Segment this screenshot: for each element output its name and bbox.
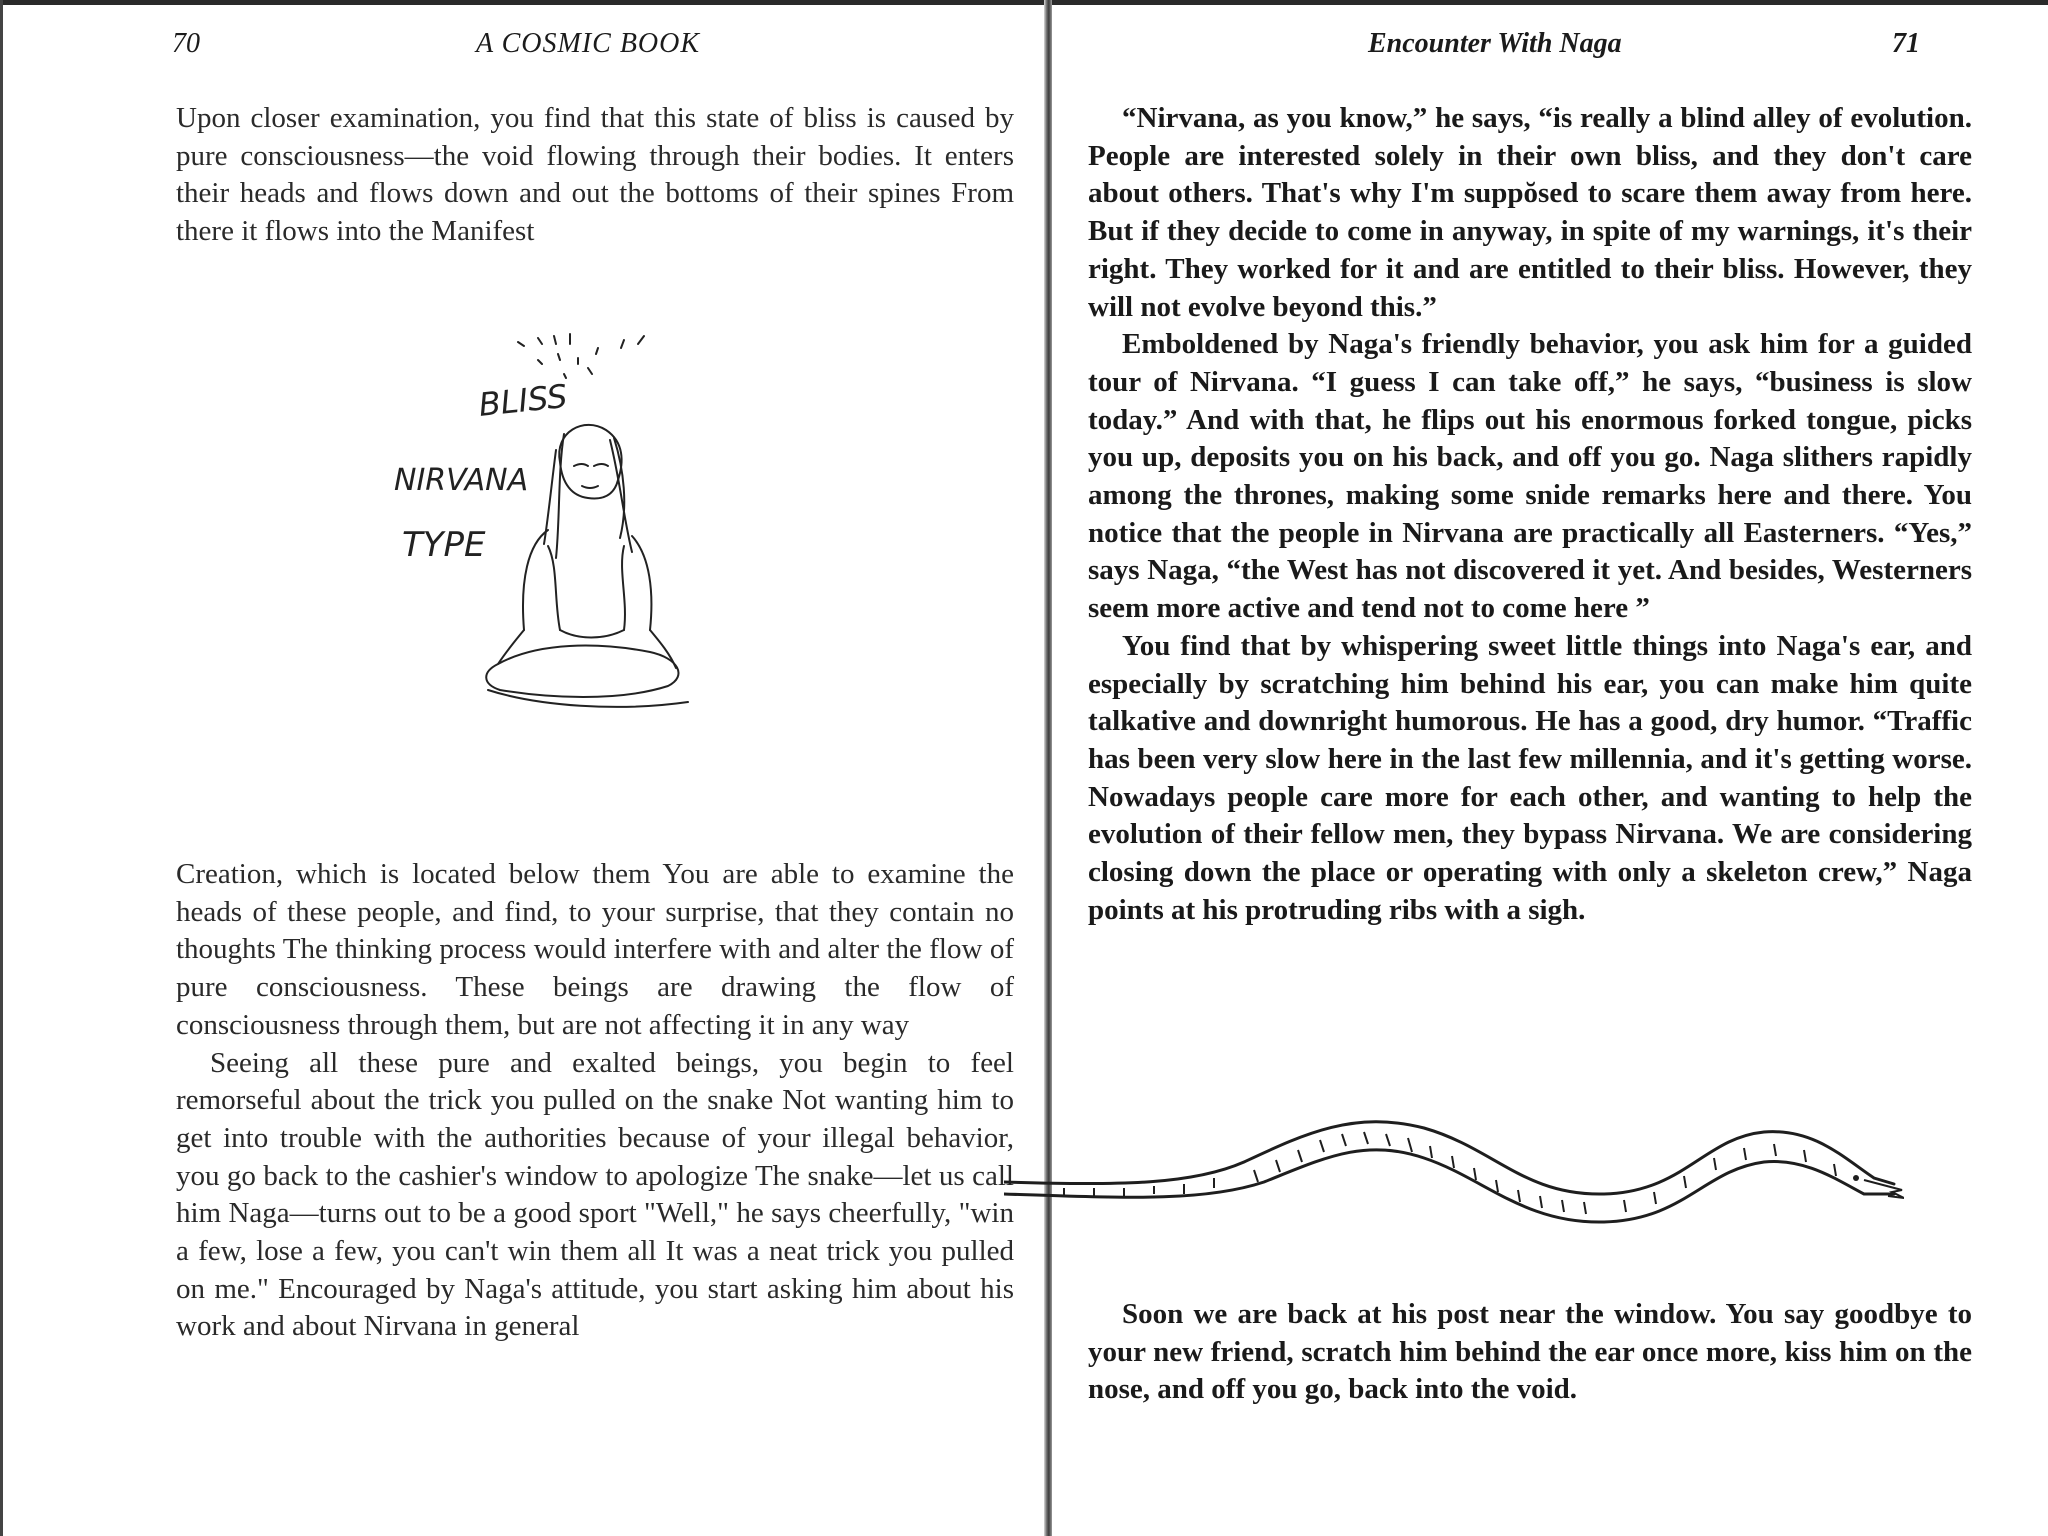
book-gutter: [1044, 0, 1052, 1536]
right-page: [1052, 0, 2048, 1536]
bliss-label: BLISS: [476, 376, 570, 424]
right-text-block-bottom: [1088, 1296, 1972, 1409]
left-running-head: A COSMIC BOOK: [476, 28, 701, 59]
right-paragraph-2: Emboldened by Naga's friendly behavior, you ask him for a guided tour of Nirvana. “I guess I can take off,” he says, “business is slow today.” And with that, he flips out his enormous forked tongue, picks you up, deposits you on his back, and off you go. Naga slithers rapidly among the thrones, making some snide remarks here and there. You notice that the people in Nirvana are practically all Easterners. “Yes,” says Naga, “the West has not discovered it yet. And besides, Westerners seem more active and tend not to come here ”: [1088, 328, 1972, 625]
left-paragraph-2: Seeing all these pure and exalted beings, you begin to feel remorseful about the trick you pulled on the snake Not wanting him to get into trouble with the authorities because of your illegal behavior, you go back to the cashier's window to apologize The snake—let us call him Naga—turns out to be a good sport "Well," he says cheerfully, "win a few, lose a few, you can't win them all It was a neat trick you pulled on me." Encouraged by Naga's attitude, you start asking him about his work and about Nirvana in general: [176, 1046, 1014, 1343]
right-page-number: 71: [1892, 28, 1920, 59]
left-text-block-bottom: [176, 856, 1014, 1346]
type-label: TYPE: [402, 525, 486, 565]
left-text-block-top: [176, 100, 1014, 251]
right-running-head: Encounter With Naga: [1368, 28, 1622, 59]
nirvana-meditator-illustration: [388, 330, 708, 730]
left-page-number: 70: [172, 28, 200, 59]
right-paragraph-4: Soon we are back at his post near the window. You say goodbye to your new friend, scratch him behind the ear once more, kiss him on the nose, and off you go, back into the void.: [1088, 1298, 1972, 1406]
left-paragraph-1: Upon closer examination, you find that this state of bliss is caused by pure consciousness—the void flowing through their bodies. It enters their heads and flows down and out the bottoms of their spines From there it flows into the Manifest: [176, 102, 1014, 248]
snake-naga-illustration: [1004, 1098, 1904, 1248]
left-paragraph-1-continued: Creation, which is located below them You are able to examine the heads of these people, and find, to your surprise, that they contain no thoughts The thinking process would interfere with and alter the flow of pure consciousness. These beings are drawing the flow of consciousness through them, but are not affecting it in any way: [176, 858, 1014, 1041]
nirvana-label: NIRVANA: [394, 463, 529, 498]
right-paragraph-3: You find that by whispering sweet little things into Naga's ear, and especially by scratching him behind his ear, you can make him quite talkative and downright humorous. He has a good, dry humor. “Traffic has been very slow here in the last few millennia, and it's getting worse. Nowadays people care more for each other, and wanting to help the evolution of their fellow men, they bypass Nirvana. We are considering closing down the place or operating with only a skeleton crew,” Naga points at his protruding ribs with a sigh.: [1088, 629, 1972, 926]
right-paragraph-1: “Nirvana, as you know,” he says, “is really a blind alley of evolution. People are interested solely in their own bliss, and they don't care about others. That's why I'm suppŏsed to scare them away from here. But if they decide to come in anyway, in spite of my warnings, it's their right. They worked for it and are entitled to their bliss. However, they will not evolve beyond this.”: [1088, 102, 1972, 323]
right-text-block-top: [1088, 100, 1972, 929]
